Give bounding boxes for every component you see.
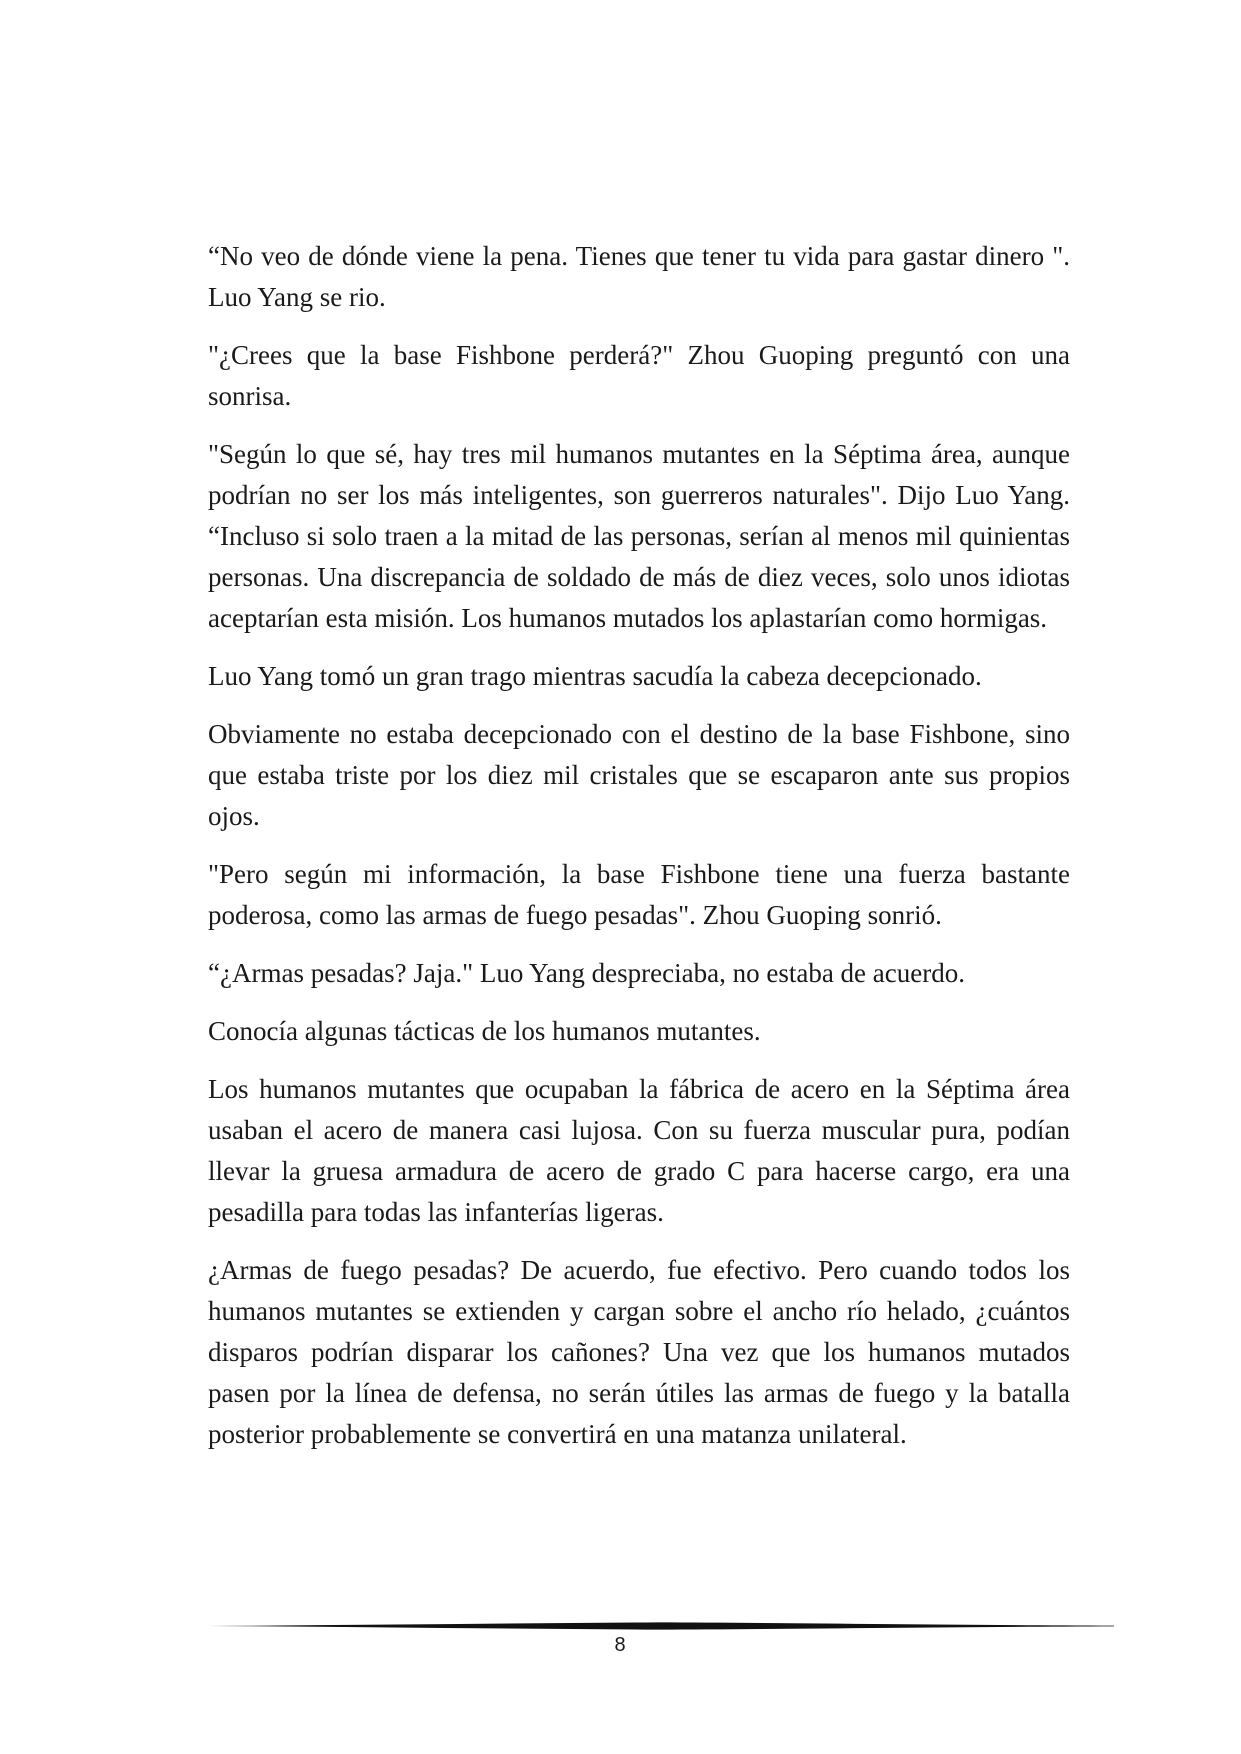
- paragraph-9: Los humanos mutantes que ocupaban la fábrica de acero en la Séptima área usaban el acero de manera casi lujosa. Con su fuerza muscular pura, podían llevar la gruesa armadura de acero de grado C para hacerse cargo, era una pesadilla para todas las infanterías ligeras.: [208, 1074, 1070, 1227]
- paragraph-7: “¿Armas pesadas? Jaja." Luo Yang despreciaba, no estaba de acuerdo.: [208, 958, 965, 988]
- paragraph-3: "Según lo que sé, hay tres mil humanos mutantes en la Séptima área, aunque podrían no ser los más inteligentes, son guerreros naturales". Dijo Luo Yang. “Incluso si solo traen a la mitad de las personas, serían al menos mil quinientas personas. Una discrepancia de soldado de más de diez veces, solo unos idiotas aceptarían esta misión. Los humanos mutados los aplastarían como hormigas.: [208, 439, 1070, 633]
- paragraph-1: “No veo de dónde viene la pena. Tienes que tener tu vida para gastar dinero ". Luo Yang se rio.: [208, 241, 1070, 312]
- body-text: [208, 236, 1070, 1472]
- page-number: 8: [614, 1634, 626, 1656]
- paragraph-5: Obviamente no estaba decepcionado con el destino de la base Fishbone, sino que estaba triste por los diez mil cristales que se escaparon ante sus propios ojos.: [208, 719, 1070, 831]
- paragraph-8: Conocía algunas tácticas de los humanos mutantes.: [208, 1016, 761, 1046]
- paragraph-2: "¿Crees que la base Fishbone perderá?" Zhou Guoping preguntó con una sonrisa.: [208, 340, 1070, 411]
- paragraph-4: Luo Yang tomó un gran trago mientras sacudía la cabeza decepcionado.: [208, 661, 982, 691]
- paragraph-6: "Pero según mi información, la base Fishbone tiene una fuerza bastante poderosa, como las armas de fuego pesadas". Zhou Guoping sonrió.: [208, 859, 1070, 930]
- paragraph-10: ¿Armas de fuego pesadas? De acuerdo, fue efectivo. Pero cuando todos los humanos mutantes se extienden y cargan sobre el ancho río helado, ¿cuántos disparos podrían disparar los cañones? Una vez que los humanos mutados pasen por la línea de defensa, no serán útiles las armas de fuego y la batalla posterior probablemente se convertirá en una matanza unilateral.: [208, 1255, 1070, 1449]
- footer-divider: [208, 1620, 1114, 1632]
